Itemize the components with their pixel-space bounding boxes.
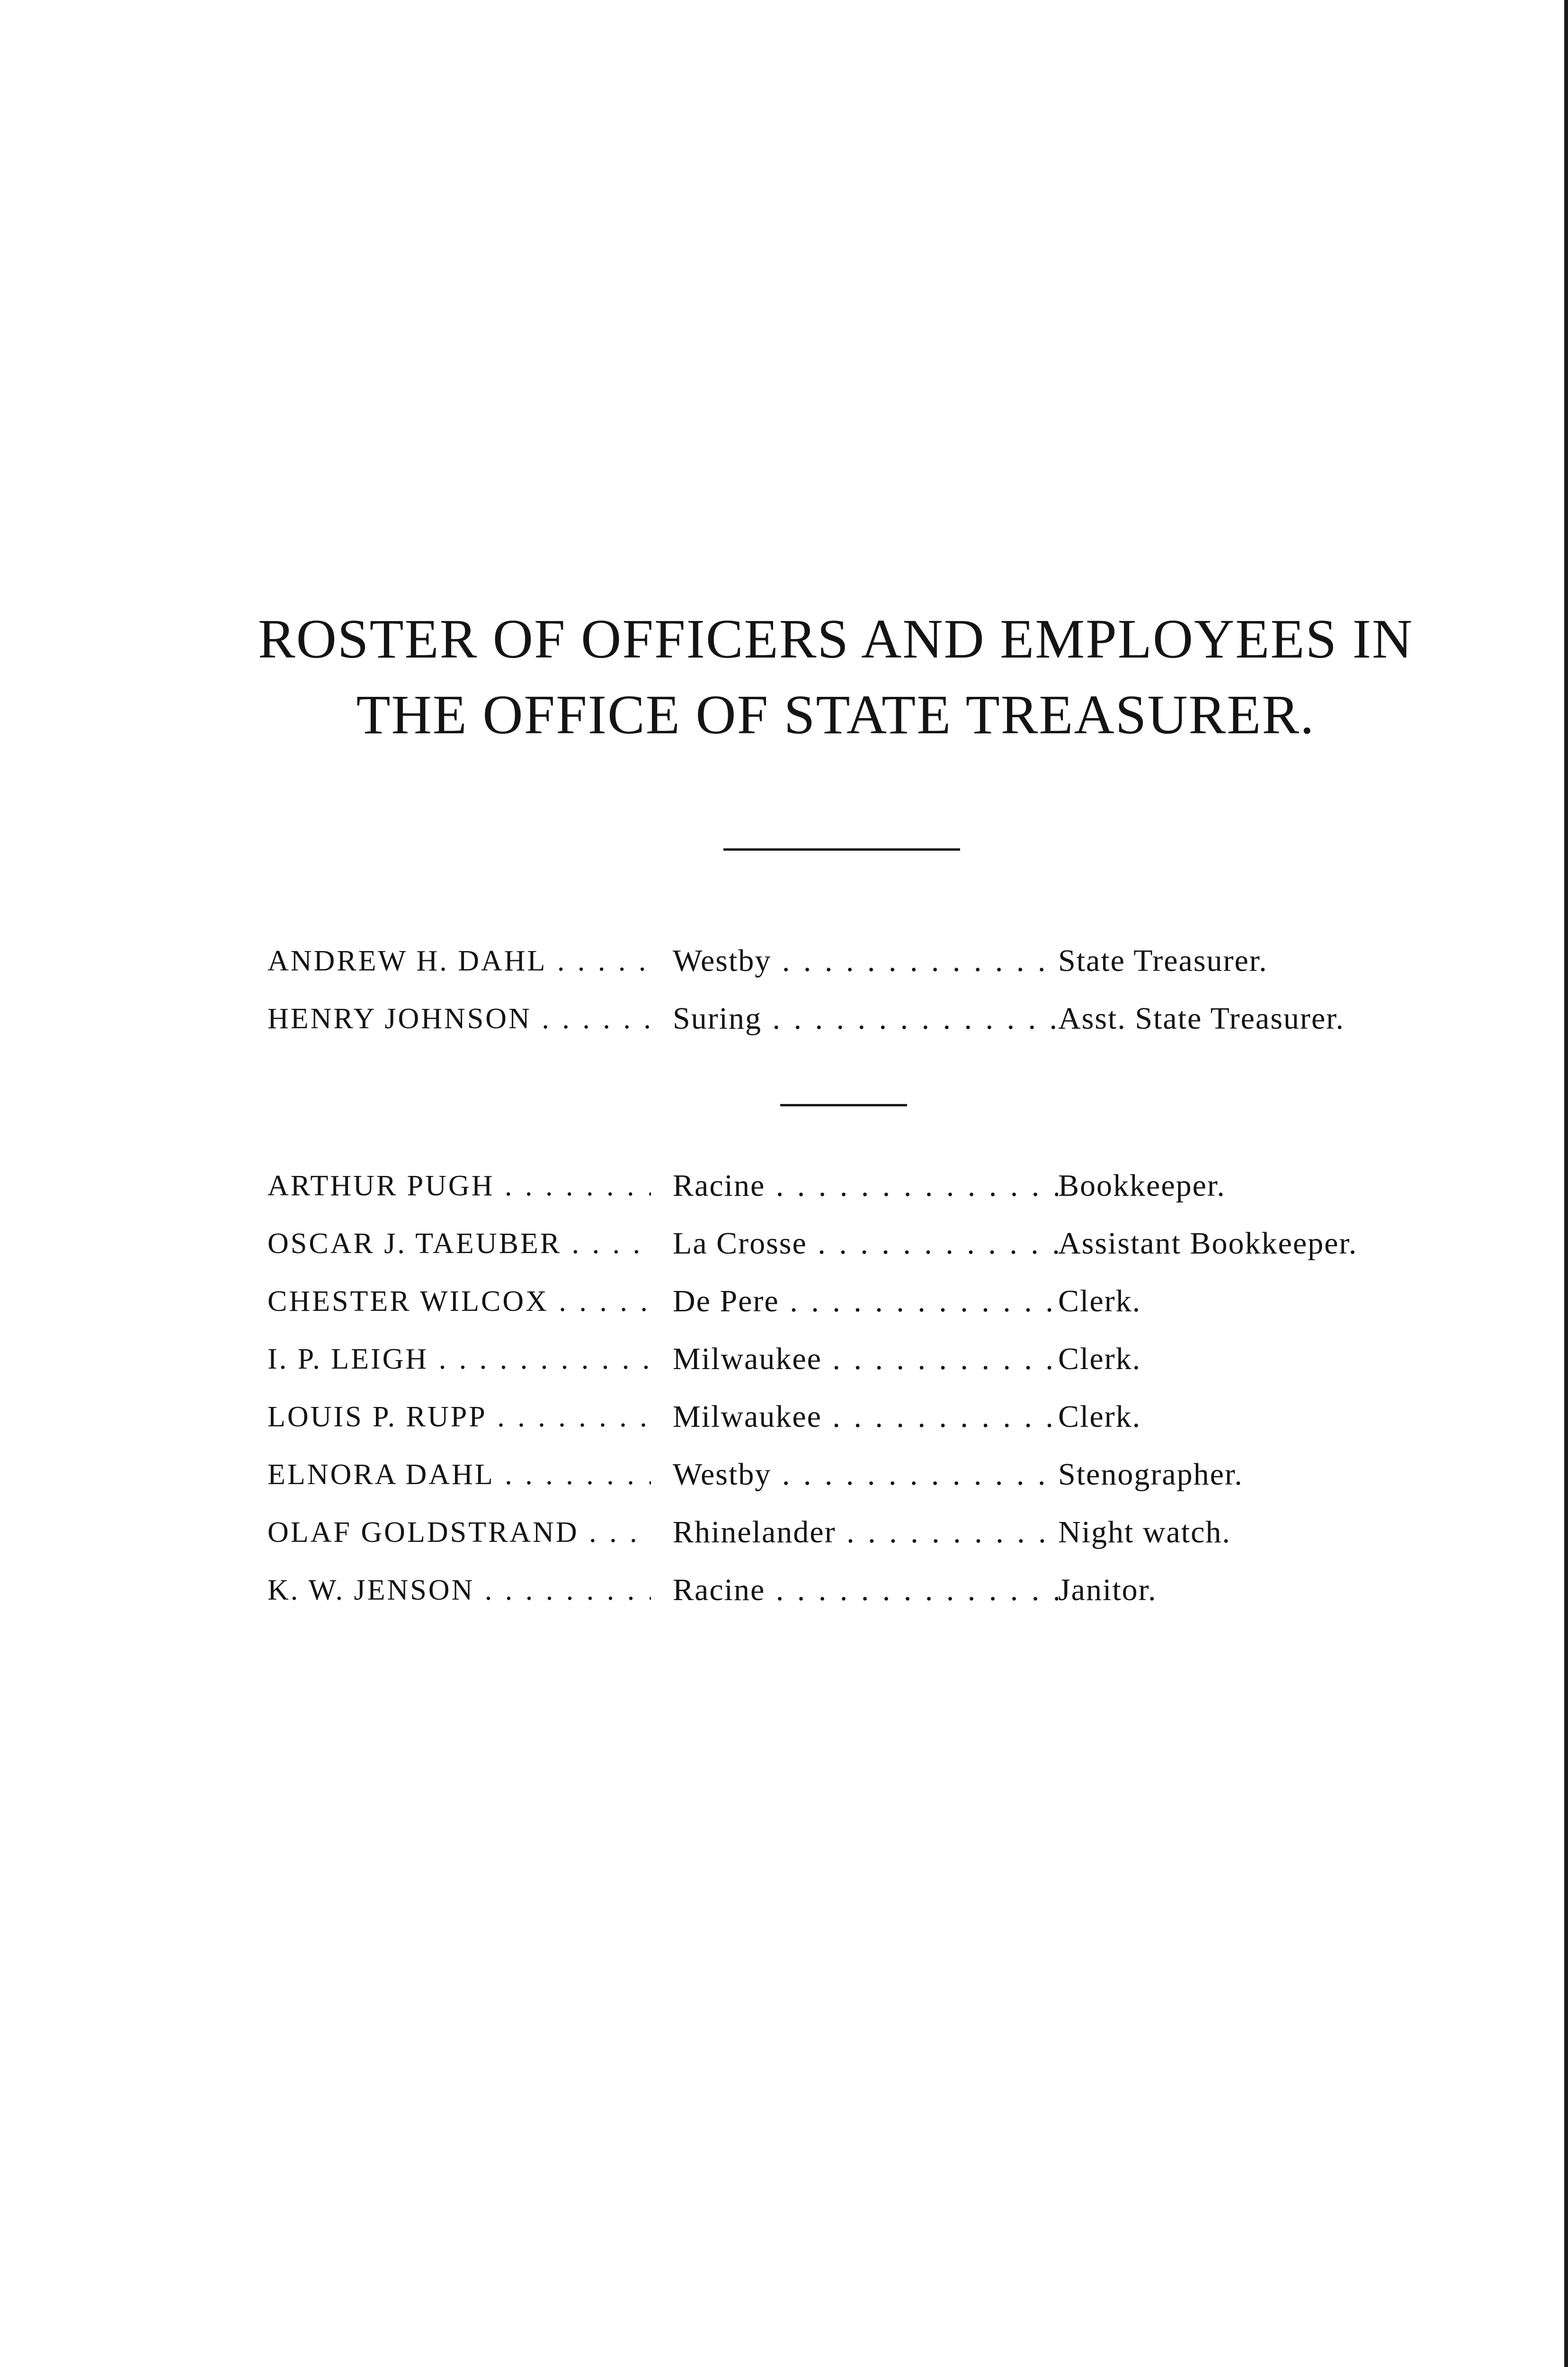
employee-town: Westby . . . (673, 1456, 1302, 1494)
employee-name: ANDREW H. DAHL . . . (267, 942, 651, 980)
officers-list (267, 942, 1427, 1058)
employee-title: State Treasurer. (1058, 942, 1465, 980)
page-edge (1564, 0, 1568, 2367)
employee-title: Janitor. (1058, 1571, 1465, 1609)
employees-list (267, 1167, 1427, 1629)
employee-town: Racine . . . (673, 1167, 1302, 1205)
divider-middle (780, 1104, 907, 1106)
employee-name: ELNORA DAHL . . . (267, 1456, 651, 1494)
employee-town: Rhinelander . . . (673, 1513, 1302, 1551)
employee-town: La Crosse . . . (673, 1225, 1302, 1263)
employee-title: Clerk. (1058, 1340, 1465, 1378)
employee-name: OSCAR J. TAEUBER . . . (267, 1225, 651, 1263)
employee-name: CHESTER WILCOX . . . (267, 1282, 651, 1320)
employee-town: Milwaukee . . . (673, 1340, 1302, 1378)
roster-row (267, 1167, 1427, 1225)
roster-row (267, 1571, 1427, 1629)
employee-title: Night watch. (1058, 1513, 1465, 1551)
employee-title: Clerk. (1058, 1398, 1465, 1436)
divider-top (723, 848, 960, 851)
title-line-2: THE OFFICE OF STATE TREASURER. (356, 684, 1315, 746)
employee-name: HENRY JOHNSON . . . (267, 1000, 651, 1038)
employee-town: Westby . . . (673, 942, 1302, 980)
employee-town: Racine . . . (673, 1571, 1302, 1609)
roster-row (267, 1282, 1427, 1340)
employee-name: K. W. JENSON . . . (267, 1571, 651, 1609)
employee-title: Clerk. (1058, 1282, 1465, 1320)
employee-title: Stenographer. (1058, 1456, 1465, 1494)
roster-row (267, 1000, 1427, 1058)
roster-row (267, 1513, 1427, 1571)
roster-row (267, 1398, 1427, 1456)
employee-name: ARTHUR PUGH . . . (267, 1167, 651, 1205)
roster-row (267, 1225, 1427, 1282)
roster-row (267, 1456, 1427, 1513)
title-line-1: ROSTER OF OFFICERS AND EMPLOYEES IN (258, 608, 1414, 670)
employee-town: Milwaukee . . . (673, 1398, 1302, 1436)
employee-name: I. P. LEIGH . . . (267, 1340, 651, 1378)
roster-row (267, 1340, 1427, 1398)
employee-title: Asst. State Treasurer. (1058, 1000, 1465, 1038)
employee-town: Suring . . . (673, 1000, 1302, 1038)
employee-title: Bookkeeper. (1058, 1167, 1465, 1205)
roster-row (267, 942, 1427, 1000)
page-title (256, 601, 1416, 753)
employee-title: Assistant Bookkeeper. (1058, 1225, 1465, 1263)
employee-name: LOUIS P. RUPP . . . (267, 1398, 651, 1436)
employee-town: De Pere . . . (673, 1282, 1302, 1320)
employee-name: OLAF GOLDSTRAND . . . (267, 1513, 651, 1551)
